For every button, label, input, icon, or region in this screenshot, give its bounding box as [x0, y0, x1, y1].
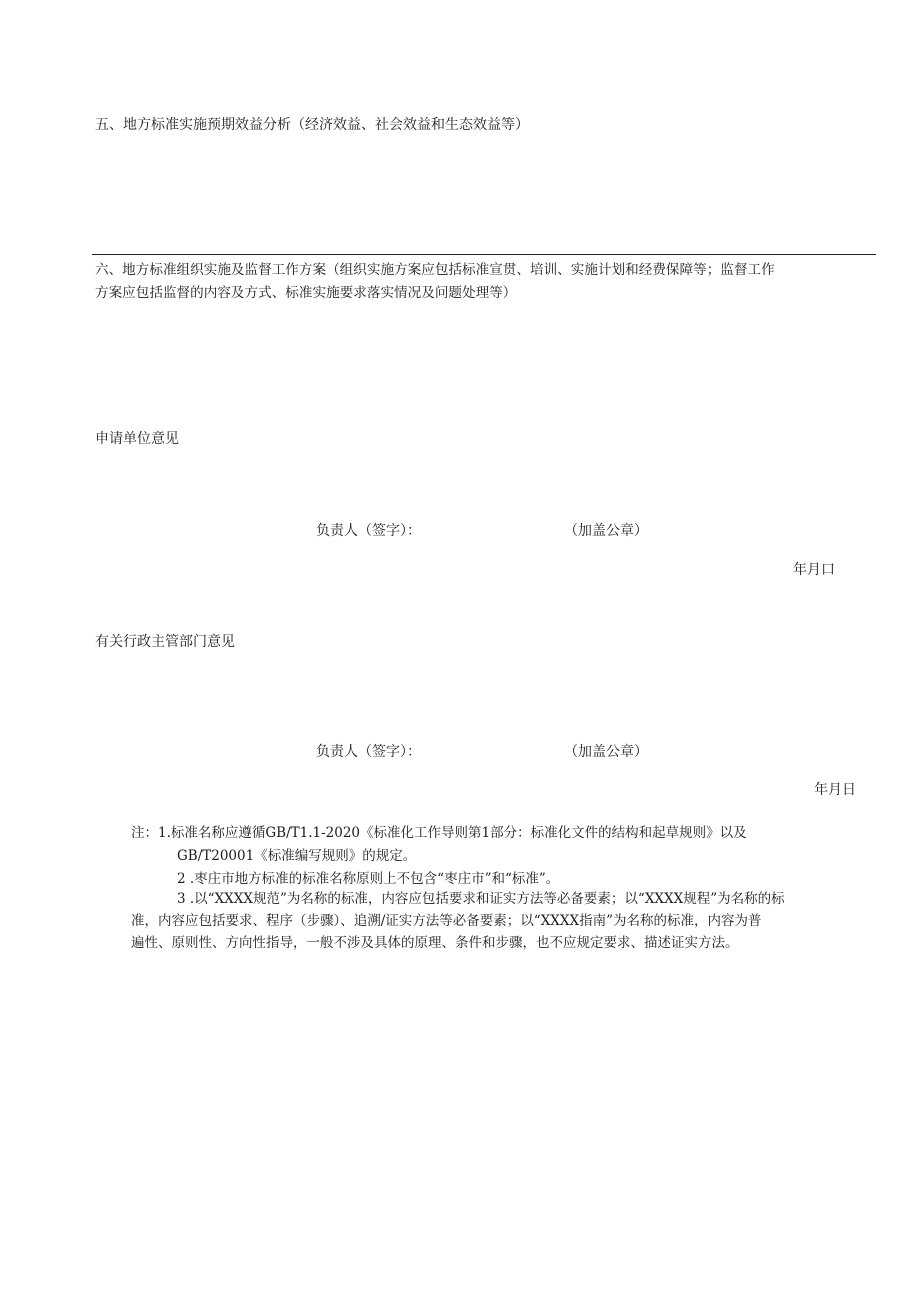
section-divider — [92, 254, 876, 255]
applicant-date-label: 年月口 — [793, 562, 835, 578]
authority-opinion-title: 有关行政主管部门意见 — [95, 634, 235, 650]
authority-seal-label: （加盖公章） — [564, 744, 648, 760]
applicant-seal-label: （加盖公章） — [564, 523, 648, 539]
applicant-signer-label: 负责人（签字）： — [316, 523, 421, 539]
authority-signer-label: 负责人（签字）： — [316, 744, 421, 760]
note-3-line1: 3 .以“XXXX规范”为名称的标准，内容应包括要求和证实方法等必备要素；以“XXXX规程”为名称的标 — [177, 891, 785, 907]
section-5-heading: 五、地方标准实施预期效益分析（经济效益、社会效益和生态效益等） — [95, 117, 529, 133]
section-6-heading-line1: 六、地方标准组织实施及监督工作方案（组织实施方案应包括标准宣贯、培训、实施计划和经费保障等；监督工作 — [95, 262, 775, 278]
applicant-opinion-title: 申请单位意见 — [95, 431, 179, 447]
note-3-line3: 遍性、原则性、方向性指导，一般不涉及具体的原理、条件和步骤，也不应规定要求、描述证实方法。 — [131, 935, 739, 951]
note-1-line1: 注：1.标准名称应遵循GB/T1.1-2020《标准化工作导则第1部分：标准化文件的结构和起草规则》以及 — [131, 825, 747, 841]
note-3-line2: 准，内容应包括要求、程序（步骤）、追溯/证实方法等必备要素；以“XXXX指南”为名称的标准，内容为普 — [131, 913, 762, 929]
note-2: 2 .枣庄市地方标准的标准名称原则上不包含“枣庄市”和“标准”。 — [177, 871, 560, 887]
authority-date-label: 年月日 — [814, 782, 856, 798]
section-6-heading-line2: 方案应包括监督的内容及方式、标准实施要求落实情况及问题处理等） — [95, 285, 517, 301]
note-1-line2: GB/T20001《标准编写规则》的规定。 — [177, 848, 417, 864]
